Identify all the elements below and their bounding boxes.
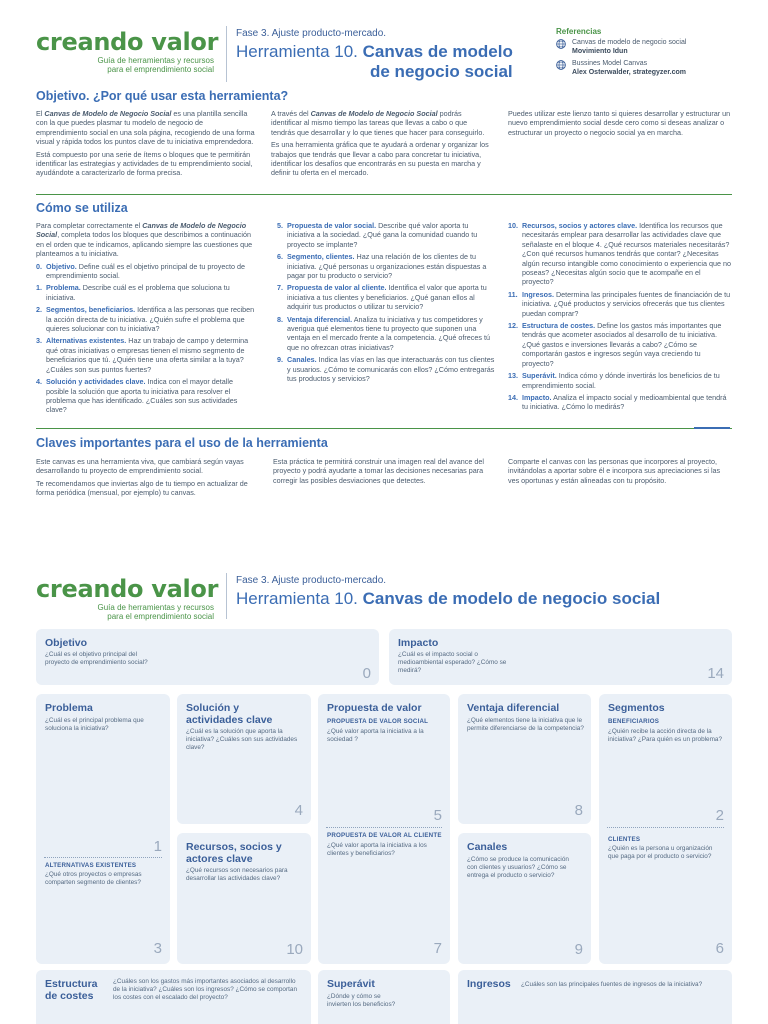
objetivo-paragraph: Puedes utilizar este lienzo tanto si quieres desarrollar y estructurar un nuevo emprendimiento social desde cero como si deseas analizar o estructurar un proyecto o negocio social ya en marcha.: [508, 109, 731, 137]
uso-item: [508, 393, 732, 412]
canvas-block-solucion: [177, 694, 311, 824]
logo: [36, 575, 219, 621]
item-number: 8.: [277, 314, 283, 324]
item-number: 10.: [508, 221, 518, 230]
block-title: Recursos, socios y actores clave: [186, 841, 282, 865]
logo-subtitle-2: para el emprendimiento social: [107, 65, 214, 74]
reference-line-2: Movimiento Idun: [572, 48, 628, 55]
objetivo-column-2: [271, 109, 493, 181]
claves-title: Claves importantes para el uso de la herramienta: [36, 436, 328, 450]
item-number: 9.: [277, 355, 283, 365]
item-number: 12.: [508, 321, 518, 331]
tool-title: [236, 42, 513, 82]
item-lead: Recursos, socios y actores clave.: [522, 221, 638, 230]
reference-line-1: Canvas de modelo de negocio social: [572, 39, 687, 46]
item-lead: Superávit.: [522, 371, 557, 381]
item-lead: Impacto.: [522, 392, 552, 402]
uso-item: [277, 283, 495, 311]
canvas-block-problema: [36, 694, 170, 964]
block-number: 7: [433, 940, 442, 957]
claves-column-1: [36, 457, 258, 501]
item-number: 13.: [508, 371, 518, 381]
page-header: [36, 24, 736, 88]
block-question: ¿Cómo se produce la comunicación con clientes y usuarios? ¿Cómo se entrega el producto o servicio?: [467, 856, 569, 879]
canvas-block-segmentos: [599, 694, 732, 964]
block-title: Canales: [467, 841, 508, 853]
item-text: Analiza el impacto social y medioambiental que tendrá tu iniciativa. ¿Cómo lo medirás?: [522, 392, 727, 412]
canvas-block-ingresos: [458, 970, 732, 1024]
block-number: 0: [362, 665, 371, 682]
canvas-block-recursos: [177, 833, 311, 964]
item-text: Indica con el mayor detalle posible la solución que aporta tu iniciativa para resolver el problema que has identificado. ¿Cuáles son sus actividades clave?: [46, 377, 238, 415]
section-divider: [36, 194, 732, 195]
block-question: ¿Cuál es el objetivo principal del proyecto de emprendimiento social?: [45, 651, 148, 666]
references-title: Referencias: [556, 27, 602, 36]
uso-list: [508, 221, 732, 412]
canvas-block-canales: [458, 833, 591, 964]
objetivo-paragraph: [36, 109, 256, 147]
item-number: 5.: [277, 221, 283, 230]
canvas-block-superavit: [318, 970, 450, 1024]
block-question: ¿Qué recursos son necesarios para desarrollar las actividades clave?: [186, 867, 288, 882]
block-number: 6: [715, 940, 724, 957]
uso-title: Cómo se utiliza: [36, 201, 128, 215]
uso-item: [277, 252, 495, 280]
block-question: ¿Cuáles son las principales fuentes de ingresos de la iniciativa?: [521, 981, 703, 988]
item-number: 7.: [277, 283, 283, 293]
reference-line-1: Bussines Model Canvas: [572, 60, 648, 67]
item-text: Indica cómo y dónde invertirás los beneficios de tu emprendimiento social.: [522, 371, 720, 390]
tool-title-text: Canvas de modelo de negocio social: [362, 589, 661, 608]
item-number: 3.: [36, 336, 42, 346]
block-number: 14: [707, 665, 724, 682]
references: [556, 27, 746, 80]
item-lead: Ingresos.: [522, 289, 554, 299]
item-lead: Ventaja diferencial.: [287, 314, 353, 324]
claves-paragraph: Te recomendamos que inviertas algo de tu tiempo en actualizar de forma periódica (mensual, por ejemplo) tu canvas.: [36, 478, 248, 498]
block-title: Propuesta de valor: [327, 702, 422, 714]
item-lead: Alternativas existentes.: [46, 336, 127, 346]
phase-label: Fase 3. Ajuste producto-mercado.: [236, 28, 387, 39]
block-title: Impacto: [398, 637, 439, 649]
header-divider: [226, 26, 227, 82]
item-text: Define cuál es el objetivo principal de tu proyecto de emprendimiento social.: [46, 261, 245, 281]
tool-prefix: Herramienta 10.: [236, 42, 363, 61]
item-text: Identifica a las personas que reciben la acción directa de tu iniciativa. ¿Quién sufre el problema que quieres solucionar con tu iniciativa?: [46, 305, 255, 334]
block-question: ¿Cuál es la solución que aporta la iniciativa? ¿Cuáles son sus actividades clave?: [186, 728, 298, 751]
item-text: Haz una relación de los clientes de tu iniciativa. ¿Qué personas u organizaciones están dispuestas a pagar por tu producto o servicio?: [287, 252, 487, 281]
uso-column-3: [508, 221, 732, 415]
canvas-block-ventaja: [458, 694, 591, 824]
tool-title: [236, 589, 660, 609]
globe-icon: [556, 39, 566, 49]
block-subtitle: ALTERNATIVAS EXISTENTES: [45, 862, 137, 869]
block-divider: [44, 857, 162, 858]
block-number: 1: [153, 838, 162, 855]
block-divider: [607, 827, 724, 828]
tool-prefix: Herramienta 10.: [236, 589, 363, 608]
item-text: Identifica el valor que aporta tu iniciativa a tus clientes y beneficiarios. ¿Qué ganan ellos al adquirir tus productos o utilizar tu servicio?: [287, 283, 487, 312]
objetivo-column-1: [36, 109, 256, 181]
text-run: A través del: [271, 109, 311, 118]
item-text: Indica las vías en las que interactuarás con tus clientes y usuarios. ¿Cómo te comunicarás con ellos? ¿Cómo entregarás tus productos y servicios?: [287, 355, 495, 384]
item-lead: Solución y actividades clave.: [46, 377, 146, 387]
block-number: 5: [433, 807, 442, 824]
item-lead: Propuesta de valor al cliente.: [287, 283, 387, 293]
logo-title: creando valor: [36, 575, 219, 603]
tool-title-line-2: de negocio social: [370, 62, 513, 81]
claves-column-3: [508, 457, 732, 488]
block-question: ¿Quién es la persona u organización que paga por el producto o servicio?: [608, 845, 713, 860]
uso-item: [277, 355, 495, 383]
logo-subtitle-1: Guía de herramientas y recursos: [97, 56, 214, 65]
block-number: 3: [153, 940, 162, 957]
canvas-block-objetivo: [36, 629, 379, 685]
item-lead: Segmentos, beneficiarios.: [46, 305, 136, 315]
uso-item: [36, 305, 256, 333]
objetivo-paragraph: Es una herramienta gráfica que te ayudará a ordenar y organizar los trabajos que tendrás que llevar a cabo para concretar tu iniciativa, identificar los desafíos que encontrarás en su puesta en marcha y definir tu oferta en el mercado.: [271, 140, 489, 178]
objetivo-column-3: [508, 109, 732, 140]
claves-paragraph: Esta práctica te permitirá construir una imagen real del avance del proyecto y podrá ayudarte a tomar las decisiones necesarias para corregir las posibles desviaciones que detectes.: [273, 457, 484, 485]
block-question: ¿Dónde y cómo se invierten los beneficios?: [327, 993, 396, 1008]
emphasis: Canvas de Modelo de Negocio Social: [44, 109, 172, 118]
claves-column-2: [273, 457, 495, 488]
uso-column-2: [277, 221, 495, 387]
objetivo-paragraph: [271, 109, 493, 137]
block-number: 2: [715, 807, 724, 824]
block-question: ¿Qué valor aporta la iniciativa a los clientes y beneficiarios?: [327, 842, 427, 857]
text-run: podrás identificar al mismo tiempo las tareas que llevas a cabo o que tendrás que desarrollar y lo que tienes que hacer para conseguirlo.: [271, 109, 485, 137]
item-lead: Estructura de costes.: [522, 321, 596, 331]
block-question: ¿Cuál es el principal problema que soluciona la iniciativa?: [45, 717, 144, 732]
block-divider: [326, 827, 442, 828]
block-title: Estructura de costes: [45, 978, 98, 1002]
globe-icon: [556, 60, 566, 70]
tool-title-line-1: Canvas de modelo: [362, 42, 513, 61]
logo-subtitle-1: Guía de herramientas y recursos: [97, 603, 214, 612]
block-number: 4: [294, 802, 303, 819]
item-number: 4.: [36, 377, 42, 387]
uso-intro: [36, 221, 256, 259]
uso-item: [36, 377, 256, 415]
uso-item: [36, 336, 256, 374]
logo-title: creando valor: [36, 28, 219, 56]
block-title: Objetivo: [45, 637, 88, 649]
block-title: Segmentos: [608, 702, 665, 714]
block-title: Solución y actividades clave: [186, 702, 273, 726]
block-question: ¿Qué otros proyectos o empresas comparten segmento de clientes?: [45, 871, 142, 886]
block-number: 8: [574, 802, 583, 819]
block-title: Ingresos: [467, 978, 511, 990]
item-number: 1.: [36, 283, 42, 293]
block-subtitle: CLIENTES: [608, 836, 641, 843]
block-question: ¿Qué elementos tiene la iniciativa que le permite diferenciarse de la competencia?: [467, 717, 584, 732]
canvas-block-propuesta: [318, 694, 450, 964]
emphasis: Canvas de Modelo de Negocio Social: [36, 221, 247, 240]
block-question: ¿Quién recibe la acción directa de la iniciativa? ¿Para quién es un problema?: [608, 728, 723, 743]
text-run: , completa todos los bloques que describimos a continuación en el orden que te indicamos, aplicando siempre las cuestiones que planteamos a tu iniciativa.: [36, 230, 253, 259]
item-text: Identifica los recursos que necesitarás emplear para desarrollar las actividades clave que señalaste en el bloque 4. ¿Qué recursos materiales necesitarás? ¿Con qué recursos humanos tendrás que contar? ¿Necesitas algún recurso intangible como conocimiento o experiencia que no poseas? ¿Necesitas algún socio que te acompañe en el proyecto?: [522, 221, 731, 287]
item-text: Analiza tu iniciativa y tus competidores y averigua qué elementos tiene tu proyecto que suponen una ventaja en el mercado frente a la competencia. ¿Qué ofreces tú que no ofrezcan otras iniciativas?: [287, 314, 490, 352]
item-number: 6.: [277, 252, 283, 262]
uso-item: [36, 283, 256, 302]
item-lead: Problema.: [46, 283, 81, 293]
uso-column-1: [36, 221, 256, 418]
uso-item: [508, 371, 732, 390]
canvas-block-costes: [36, 970, 311, 1024]
item-number: 11.: [508, 289, 518, 299]
item-number: 14.: [508, 392, 518, 402]
block-number: 10: [286, 941, 303, 958]
block-subtitle: PROPUESTA DE VALOR SOCIAL: [327, 718, 429, 725]
logo: [36, 28, 219, 74]
item-text: Determina las principales fuentes de financiación de tu iniciativa. ¿Qué productos y servicios ofrecerás que tus clientes puedan comprar?: [522, 289, 731, 318]
uso-item: [277, 315, 495, 353]
item-number: 2.: [36, 305, 42, 315]
uso-item: [508, 290, 732, 318]
header-divider: [226, 573, 227, 619]
item-lead: Propuesta de valor social.: [287, 221, 377, 230]
claves-paragraph: Este canvas es una herramienta viva, que cambiará según vayas desarrollando tu proyecto de emprendimiento social.: [36, 457, 244, 476]
objetivo-paragraph: Está compuesto por una serie de ítems o bloques que te permitirán identificar las estrategias y actividades de tu emprendimiento social, ayudándote a caracterizarlo de forma precisa.: [36, 149, 253, 178]
block-subtitle: PROPUESTA DE VALOR AL CLIENTE: [327, 832, 442, 839]
uso-item: [277, 221, 495, 249]
logo-subtitle-2: para el emprendimiento social: [107, 612, 214, 621]
uso-item: [508, 321, 732, 368]
claves-paragraph: Comparte el canvas con las personas que incorpores al proyecto, invitándolas a aportar sobre él e incorpora sus apreciaciones si las ves oportunas y están alineadas con tu propósito.: [508, 457, 721, 485]
block-number: 9: [574, 941, 583, 958]
canvas-page-header: [36, 571, 736, 635]
uso-item: [36, 262, 256, 281]
item-text: Describe qué valor aporta tu iniciativa a la sociedad. ¿Qué gana la comunidad cuando tu proyecto se implante?: [287, 221, 478, 249]
phase-label: Fase 3. Ajuste producto-mercado.: [236, 575, 387, 586]
text-run: Para completar correctamente el: [36, 221, 143, 230]
emphasis: Canvas de Modelo de Negocio Social: [310, 109, 438, 118]
block-subtitle: BENEFICIARIOS: [608, 718, 660, 725]
reference-item[interactable]: [556, 38, 746, 56]
block-question: ¿Cuáles son los gastos más importantes asociados al desarrollo de la iniciativa? ¿Cuáles son los ingresos? ¿Cómo se comportan los costes con el escalado del proyecto?: [113, 978, 297, 1001]
uso-item: [508, 221, 732, 287]
canvas-block-impacto: [389, 629, 732, 685]
block-title: Superávit: [327, 978, 375, 990]
text-run: El: [36, 109, 45, 118]
accent-bar: [694, 427, 730, 429]
item-lead: Segmento, clientes.: [287, 252, 355, 262]
item-text: Define los gastos más importantes que tendrás que acometer asociados al desarrollo de tu iniciativa. ¿Qué gastos e inversiones llevarás a cabo? ¿Cómo se comportarán gastos e ingresos según vaya creciendo tu proyecto?: [522, 321, 722, 368]
reference-item[interactable]: [556, 59, 746, 77]
item-number: 0.: [36, 261, 42, 271]
item-text: Describe cuál es el problema que soluciona tu iniciativa.: [46, 283, 230, 302]
block-question: ¿Qué valor aporta la iniciativa a la sociedad ?: [327, 728, 424, 743]
item-lead: Canales.: [287, 355, 317, 365]
block-title: Problema: [45, 702, 93, 714]
block-title: Ventaja diferencial: [467, 702, 560, 714]
item-text: Haz un trabajo de campo y determina qué otras iniciativas o empresas tienen el mismo segmento de beneficiarios que tú. ¿Quién tiene una oferta similar a la tuya? ¿Cuáles son sus puntos fuertes?: [46, 336, 249, 374]
reference-line-2: Alex Osterwalder, strategyzer.com: [572, 69, 686, 76]
objetivo-title: Objetivo. ¿Por qué usar esta herramienta?: [36, 89, 289, 103]
uso-list: [277, 221, 495, 384]
block-question: ¿Cuál es el impacto social o medioambiental esperado? ¿Cómo se medirá?: [398, 651, 507, 674]
section-divider: [36, 428, 732, 429]
item-lead: Objetivo.: [46, 261, 77, 271]
text-run: es una plantilla sencilla con la que puedes plasmar tu modelo de negocio de emprendimiento social en una sola página, recogiendo de una forma visual y rápida todos los puntos clave de tu iniciativa emprendedora.: [36, 109, 255, 147]
uso-list: [36, 262, 256, 415]
